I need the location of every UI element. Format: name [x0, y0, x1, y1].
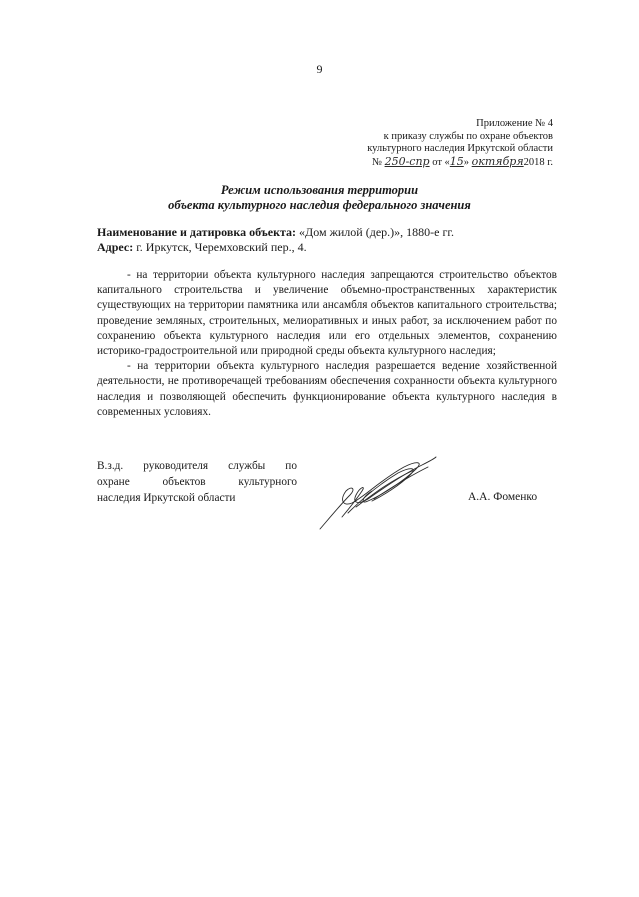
- title-line-2: объекта культурного наследия федерального значения: [168, 198, 471, 212]
- object-address-value: г. Иркутск, Черемховский пер., 4.: [133, 240, 307, 254]
- page-number: 9: [316, 62, 323, 76]
- date-mid: »: [463, 156, 470, 168]
- paragraph-permissions: - на территории объекта культурного наследия разрешается ведение хозяйственной деятельности, не противоречащей требованиям обеспечения сохранности объекта культурного наследия и позволяющей обеспечить функционирование объекта культурного наследия в современных условиях.: [97, 360, 557, 418]
- object-address-row: [97, 240, 557, 255]
- title-line-1: Режим использования территории: [220, 183, 419, 197]
- signatory-name: А.А. Фоменко: [468, 491, 538, 503]
- object-name-value: «Дом жилой (дер.)», 1880-е гг.: [296, 225, 454, 239]
- paragraph-prohibitions: - на территории объекта культурного наследия запрещаются строительство объектов капитального строительства и увеличение объемно-пространственных характеристик существующих на территории памятника или ансамбля объектов капитального строительства; проведение земляных, строительных, мелиоративных и иных работ, за исключением работ по сохранению объекта культурного наследия или его отдельных элементов, сохранению историко-градостроительной или природной среды объекта культурного наследия;: [97, 269, 557, 358]
- appendix-title: Приложение № 4: [476, 118, 553, 129]
- position-line-3: наследия Иркутской области: [97, 492, 236, 504]
- month-handwritten: октября: [471, 154, 524, 168]
- appendix-header: [367, 118, 553, 169]
- date-from: от «: [432, 156, 450, 168]
- handwritten-signature: [312, 455, 442, 533]
- object-address-label: Адрес:: [97, 240, 134, 254]
- order-number-handwritten: 250-спр: [384, 154, 430, 168]
- appendix-order-line: к приказу службы по охране объектов: [383, 130, 553, 142]
- position-line-2: охране объектов культурного: [97, 476, 297, 488]
- year: 2018 г.: [523, 156, 553, 168]
- object-name-label: Наименование и датировка объекта:: [97, 225, 297, 239]
- appendix-agency-line: культурного наследия Иркутской области: [367, 143, 553, 154]
- regime-text: [97, 268, 557, 420]
- position-line-1: В.з.д. руководителя службы по: [97, 460, 297, 472]
- signatory-position: [97, 458, 297, 506]
- appendix-number-line: [367, 156, 553, 170]
- object-info: [97, 225, 557, 255]
- object-name-row: [97, 225, 557, 240]
- number-prefix: №: [371, 156, 382, 168]
- day-handwritten: 15: [449, 154, 464, 168]
- document-title: [0, 183, 639, 213]
